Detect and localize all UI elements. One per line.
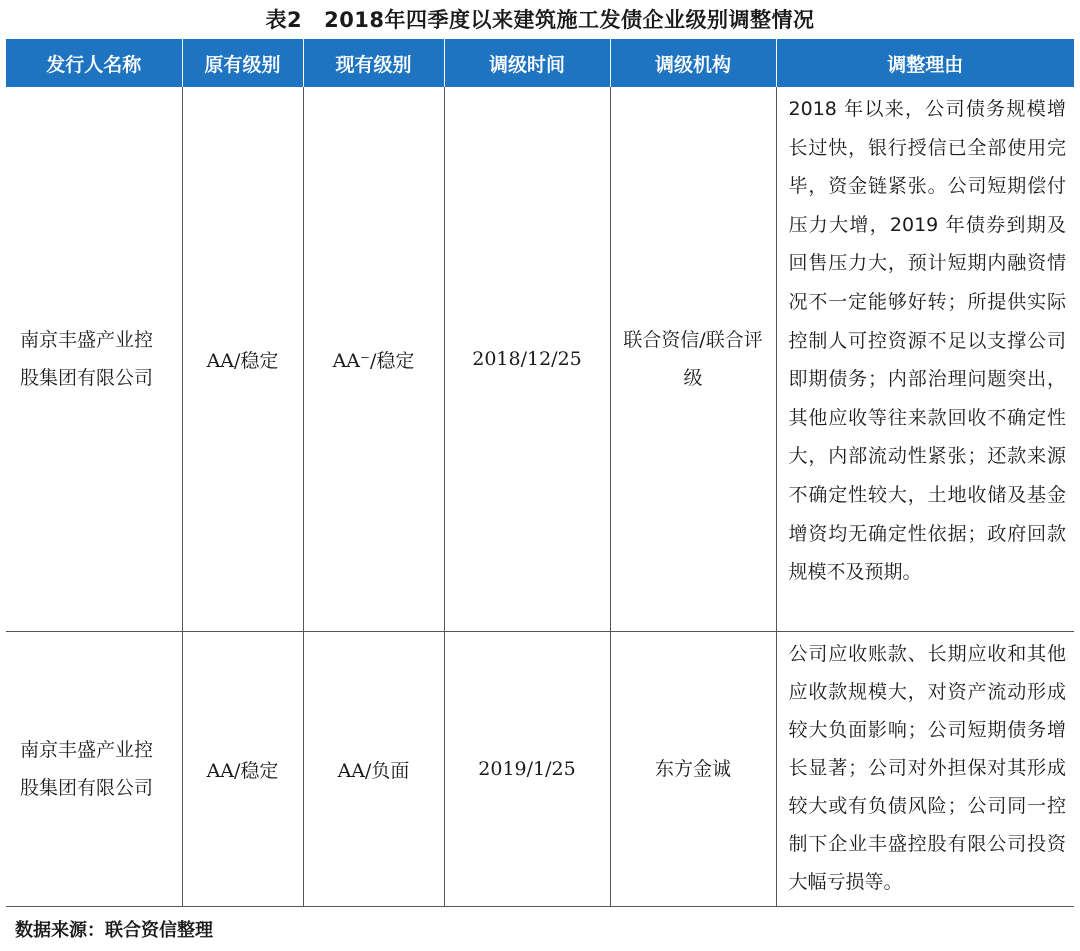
cell-reason: 公司应收账款、长期应收和其他应收款规模大，对资产流动形成较大负面影响；公司短期债务增长显著；公司对外担保对其形成较大或有负债风险；公司同一控制下企业丰盛控股有限公司投资大幅亏损等。 [776,632,1074,907]
cell-agency: 东方金诚 [610,632,776,907]
column-header-issuer: 发行人名称 [6,39,182,87]
cell-agency: 联合资信/联合评级 [610,87,776,632]
table-title [0,4,1080,36]
column-header-current-rating: 现有级别 [303,39,444,87]
column-header-original-rating: 原有级别 [182,39,303,87]
rating-adjustment-table [6,39,1074,907]
cell-original-rating: AA/稳定 [182,87,303,632]
column-header-reason: 调整理由 [776,39,1074,87]
cell-issuer: 南京丰盛产业控股集团有限公司 [6,87,182,632]
table-number: 表2 [265,8,303,32]
cell-reason: 2018 年以来，公司债务规模增长过快，银行授信已全部使用完毕，资金链紧张。公司短期偿付压力大增，2019 年债券到期及回售压力大，预计短期内融资情况不一定能够好转；所提供实际控制人可控资源不足以支撑公司即期债务；内部治理问题突出，其他应收等往来款回收不确定性大，内部流动性紧张；还款来源不确定性较大，土地收储及基金增资均无确定性依据；政府回款规模不及预期。 [776,87,1074,632]
data-source-note: 数据来源：联合资信整理 [15,920,213,941]
table-title-text: 2018年四季度以来建筑施工发债企业级别调整情况 [324,8,815,32]
table-row [6,87,1074,632]
cell-current-rating: AA⁻/稳定 [303,87,444,632]
header-row [6,39,1074,87]
cell-date: 2019/1/25 [444,632,610,907]
table-row [6,632,1074,907]
cell-current-rating: AA/负面 [303,632,444,907]
column-header-date: 调级时间 [444,39,610,87]
cell-issuer: 南京丰盛产业控股集团有限公司 [6,632,182,907]
column-header-agency: 调级机构 [610,39,776,87]
cell-original-rating: AA/稳定 [182,632,303,907]
cell-date: 2018/12/25 [444,87,610,632]
